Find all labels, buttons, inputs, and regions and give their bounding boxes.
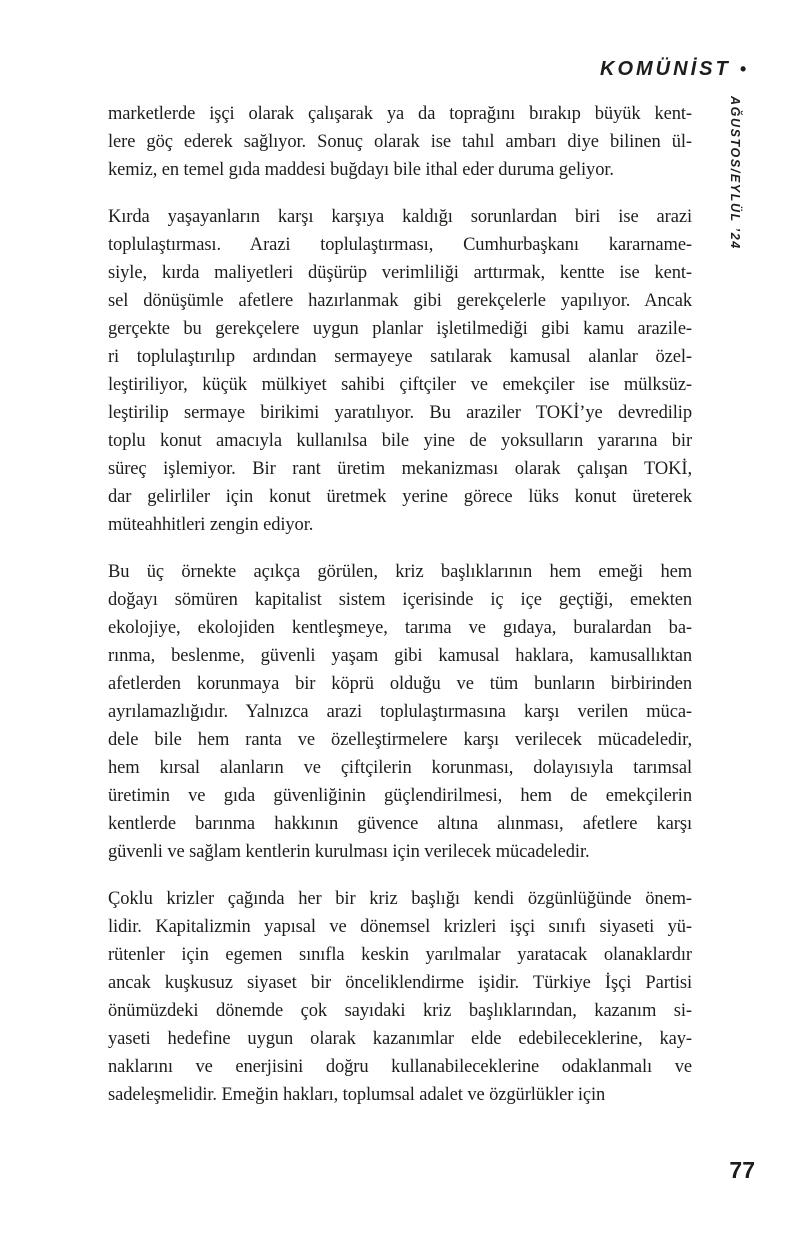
text-line: Çoklu krizler çağında her bir kriz başlığı kendi özgünlüğünde önem- (108, 889, 692, 909)
text-line: doğayı sömüren kapitalist sistem içerisinde iç içe geçtiği, emekten (108, 590, 692, 610)
text-line: müteahhitleri zengin ediyor. (108, 515, 314, 535)
text-line: Bu üç örnekte açıkça görülen, kriz başlıklarının hem emeği hem (108, 562, 692, 582)
text-line: gerçekte bu gerekçelere uygun planlar işletilmediği gibi kamu arazile- (108, 319, 692, 339)
page-number: 77 (729, 1157, 755, 1183)
text-line: ancak kuşkusuz siyaset bir önceliklendirme işidir. Türkiye İşçi Partisi (108, 973, 692, 993)
text-line: naklarını ve enerjisini doğru kullanabileceklerine odaklanmalı ve (108, 1057, 692, 1077)
text-line: sadeleşmelidir. Emeğin hakları, toplumsal adalet ve özgürlükler için (108, 1085, 606, 1105)
text-line: dele bile hem ranta ve özelleştirmelere karşı verilecek mücadeledir, (108, 730, 692, 750)
text-line: üretimin ve gıda güvenliğinin güçlendirilmesi, hem de emekçilerin (108, 786, 692, 806)
text-line: güvenli ve sağlam kentlerin kurulması için verilecek mücadeledir. (108, 842, 590, 862)
article-paragraph (108, 203, 692, 539)
text-line: lidir. Kapitalizmin yapısal ve dönemsel krizleri işçi sınıfı siyaseti yü- (108, 917, 692, 937)
text-line: leştirilip sermaye birikimi yaratılıyor. Bu araziler TOKİ’ye devredilip (108, 403, 692, 423)
text-line: toplulaştırması. Arazi toplulaştırması, Cumhurbaşkanı kararname- (108, 235, 692, 255)
text-line: dar gelirliler için konut üretmek yerine görece lüks konut üreterek (108, 487, 692, 507)
text-line: hem kırsal alanların ve çiftçilerin korunması, dolayısıyla tarımsal (108, 758, 692, 778)
bullet-icon: • (739, 59, 746, 79)
text-line: yaseti hedefine uygun olarak kazanımlar elde edebileceklerine, kay- (108, 1029, 692, 1049)
text-line: ayrılamazlığıdır. Yalnızca arazi toplulaştırmasına karşı verilen müca- (108, 702, 692, 722)
text-line: Kırda yaşayanların karşı karşıya kaldığı sorunlardan biri ise arazi (108, 207, 692, 227)
text-line: ekolojiye, ekolojiden kentleşmeye, tarıma ve gıdaya, buralardan ba- (108, 618, 692, 638)
issue-label-vertical: AĞUSTOS/EYLÜL ’24 (728, 96, 742, 250)
text-line: sel dönüşümle afetlere hazırlanmak gibi gerekçelerle yapılıyor. Ancak (108, 291, 692, 311)
text-line: kemiz, en temel gıda maddesi buğdayı bile ithal eder duruma geliyor. (108, 160, 614, 180)
text-line: rütenler için egemen sınıfla keskin yarılmalar yaratacak olanaklardır (108, 945, 692, 965)
text-line: toplu konut amacıyla kullanılsa bile yine de yoksulların yararına bir (108, 431, 692, 451)
text-line: önümüzdeki dönemde çok sayıdaki kriz başlıklarından, kazanım si- (108, 1001, 692, 1021)
text-line: afetlerden korunmaya bir köprü olduğu ve tüm bunların birbirinden (108, 674, 692, 694)
text-line: leştiriliyor, küçük mülkiyet sahibi çiftçiler ve emekçiler ise mülksüz- (108, 375, 692, 395)
article-paragraph (108, 885, 692, 1109)
magazine-title: KOMÜNİST (600, 58, 731, 80)
text-line: süreç işlemiyor. Bir rant üretim mekanizması olarak çalışan TOKİ, (108, 459, 692, 479)
masthead (600, 58, 746, 81)
text-line: lere göç ederek sağlıyor. Sonuç olarak ise tahıl ambarı diye bilinen ül- (108, 132, 692, 152)
article-paragraph (108, 558, 692, 866)
text-line: siyle, kırda maliyetleri düşürüp verimliliği arttırmak, kentte ise kent- (108, 263, 692, 283)
text-line: kentlerde barınma hakkının güvence altına alınması, afetlere karşı (108, 814, 692, 834)
article-paragraph (108, 100, 692, 184)
text-line: ri toplulaştırılıp ardından sermayeye satılarak kamusal alanlar özel- (108, 347, 692, 367)
text-line: marketlerde işçi olarak çalışarak ya da toprağını bırakıp büyük kent- (108, 104, 692, 124)
article-body (108, 100, 692, 1128)
text-line: rınma, beslenme, güvenli yaşam gibi kamusal haklara, kamusallıktan (108, 646, 692, 666)
